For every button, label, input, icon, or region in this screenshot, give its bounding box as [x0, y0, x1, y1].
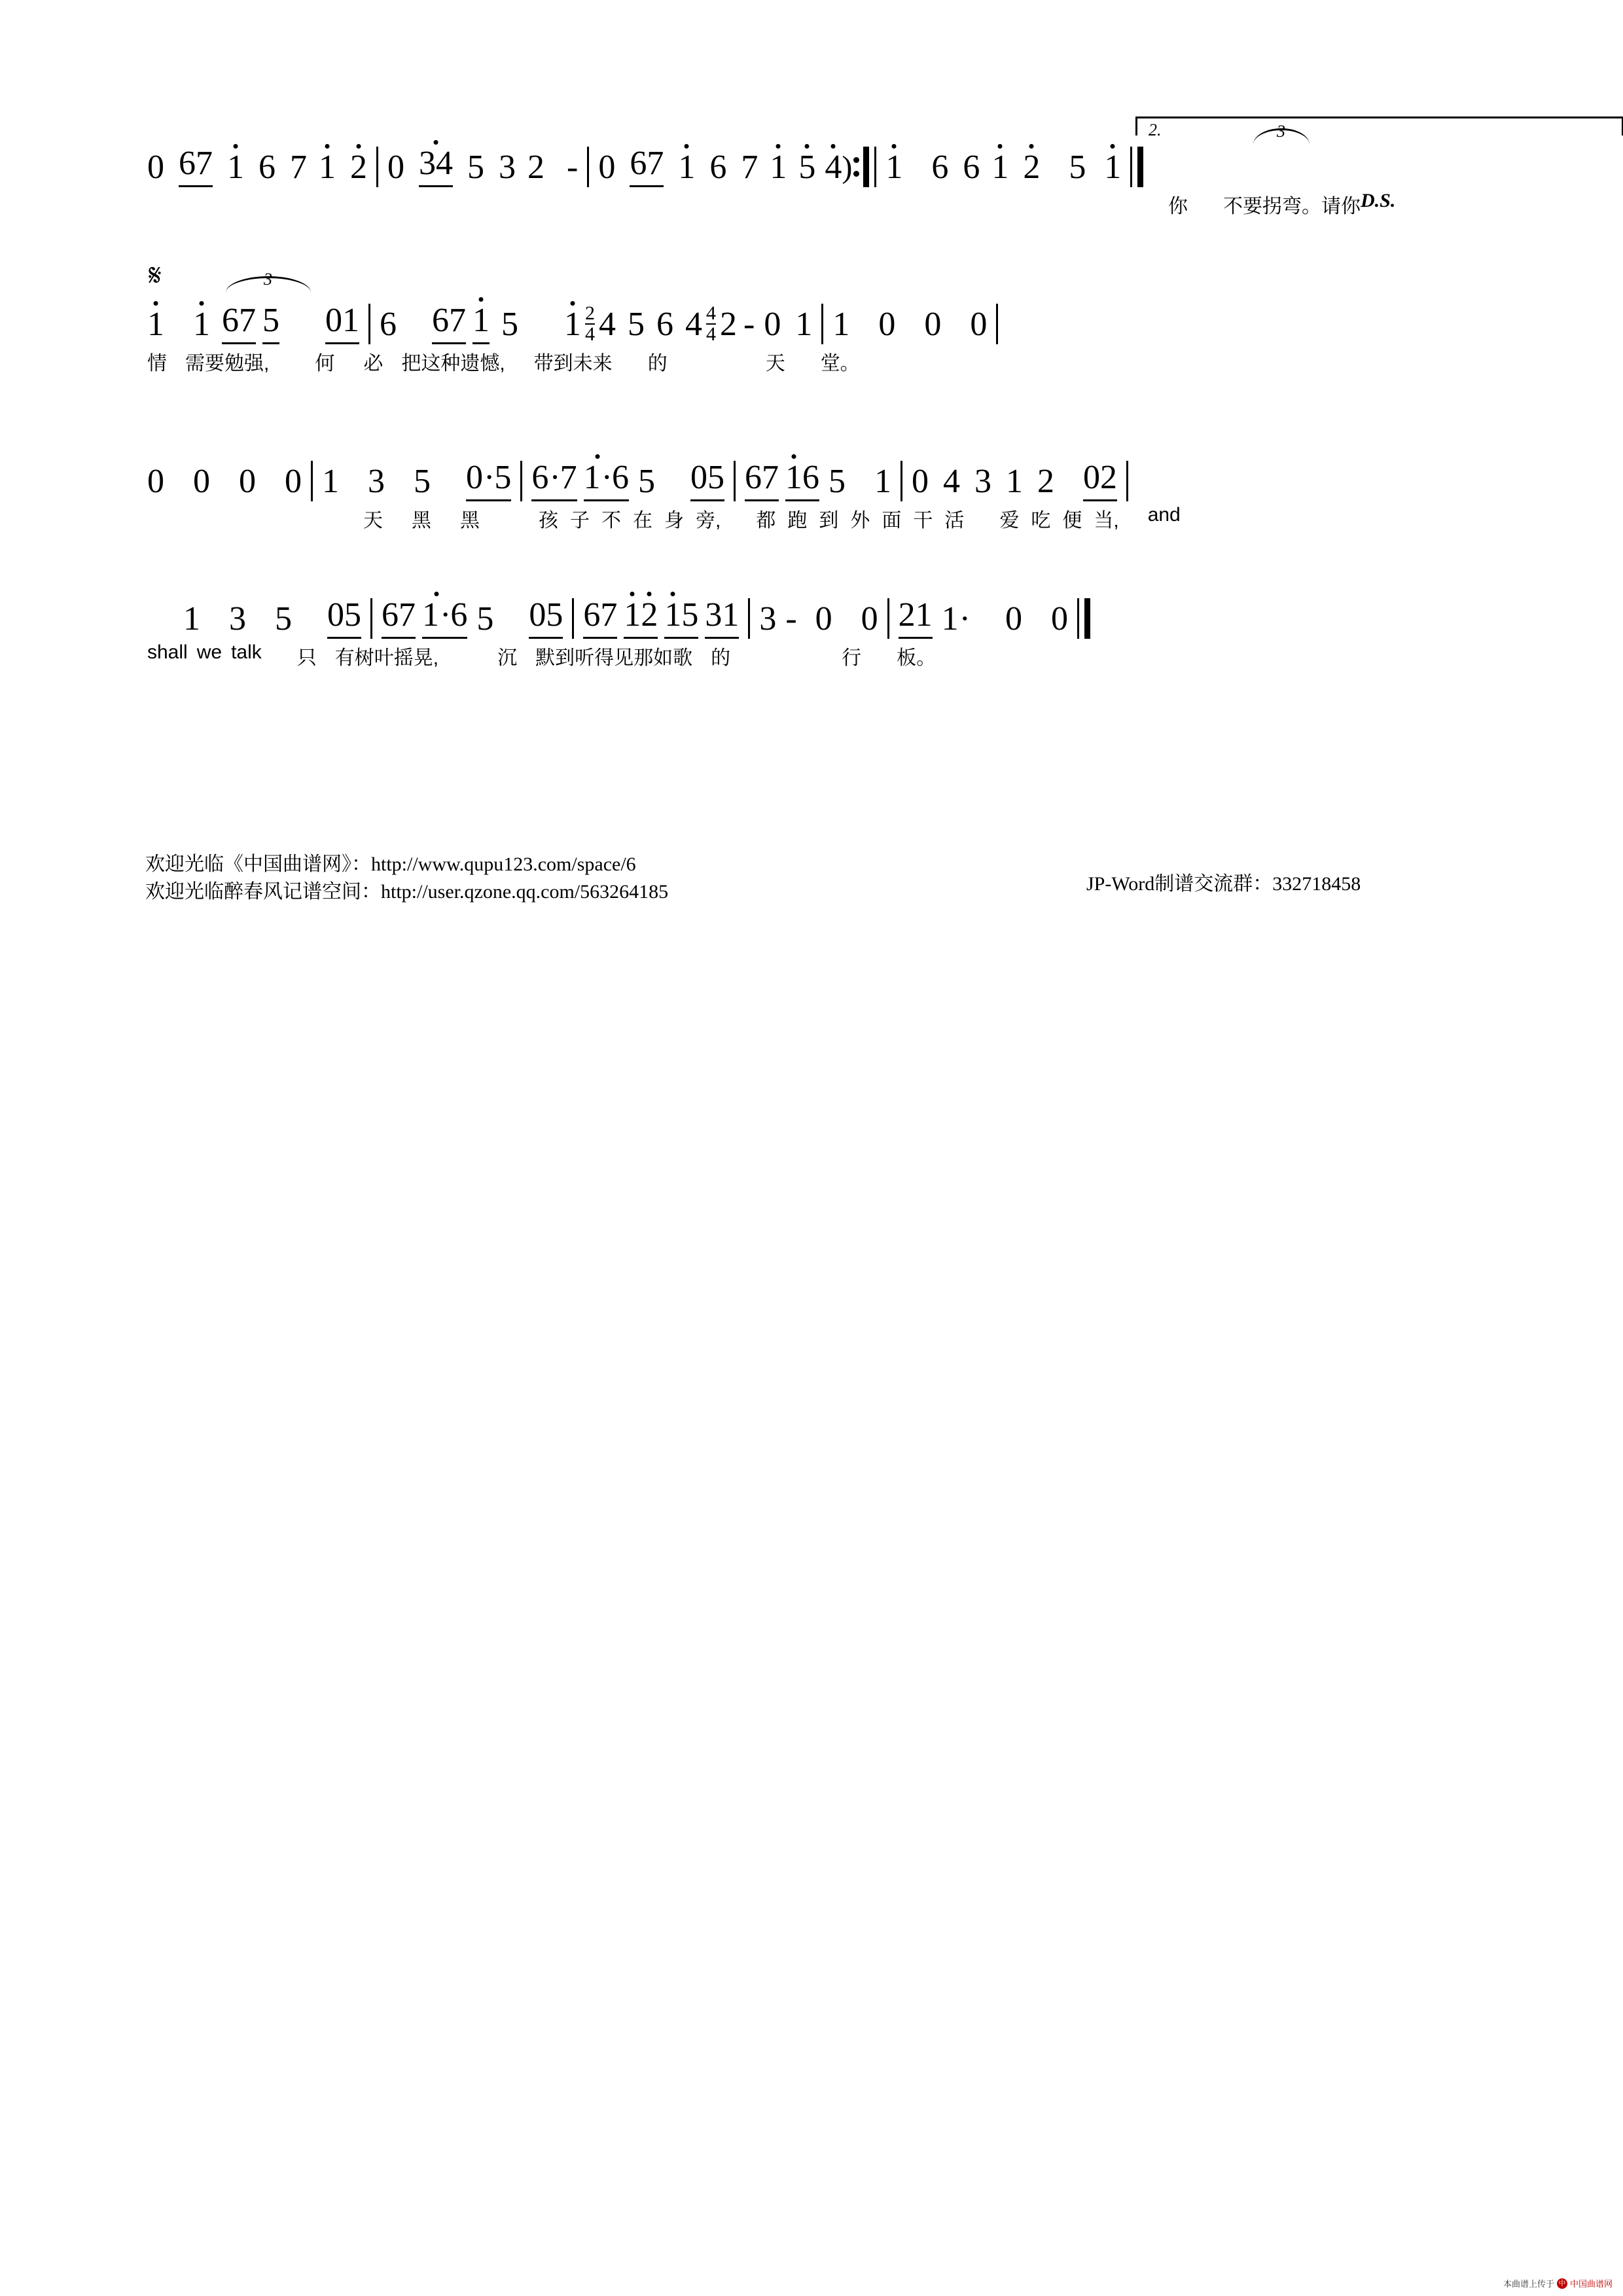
final-barline — [1077, 598, 1090, 639]
lyric-token: 外 — [850, 510, 870, 531]
music-system-3 — [147, 445, 1495, 534]
lyric-token: 沉 — [497, 647, 518, 669]
lyric-token: 板。 — [897, 647, 936, 669]
lyric-token: 必 — [363, 353, 383, 374]
lyric-token: 的 — [711, 647, 731, 669]
second-ending-bracket — [1135, 117, 1623, 135]
lyric-token: 活 — [944, 510, 965, 531]
lyric-token: 跑 — [787, 510, 808, 531]
lyric-token: 孩 — [539, 510, 558, 531]
footer-credits-left — [145, 851, 668, 906]
final-barline — [1130, 147, 1143, 187]
lyric-token: 在 — [633, 510, 652, 531]
lyric-token: 都 — [756, 510, 776, 531]
music-system-2 — [147, 259, 1495, 377]
lyric-token: 有树叶摇晃, — [334, 647, 439, 669]
lyric-token: 黑 — [460, 510, 480, 531]
lyric-token: 子 — [570, 510, 590, 531]
lyric-token: 需要勉强, — [185, 353, 270, 374]
system-4-notes: 1 3 5 0 5 6 7 1 · 6 5 0 5 6 7 1 2 1 5 3 1 3 - 0 0 2 1 1 · 0 0 — [147, 583, 1495, 639]
system-3-notes: 0 0 0 0 1 3 5 0 · 5 6 · 7 1 · 6 5 0 5 6 7 1 6 5 1 0 4 3 1 2 0 2 — [147, 445, 1495, 501]
lyric-token: 默到听得见那如歌 — [535, 647, 693, 669]
triplet-number: 3 — [264, 270, 272, 289]
lyric-token: 何 — [315, 353, 335, 374]
lyric-token: 天 — [363, 510, 383, 531]
lyric-token: 吃 — [1031, 510, 1051, 531]
lyric-token: 便 — [1062, 510, 1082, 531]
lyric-token: 的 — [647, 353, 668, 374]
lyric-token: 当, — [1094, 510, 1119, 531]
lyric-token: 带到未来 — [533, 353, 613, 374]
lyric-token: 黑 — [412, 510, 431, 531]
watermark-left-text: 本曲谱上传于 — [1503, 2279, 1554, 2289]
qupu-logo-icon: 中 — [1557, 2278, 1567, 2289]
lyric-token: 干 — [913, 510, 933, 531]
footer-credits-right: JP-Word制谱交流群：332718458 — [1086, 873, 1361, 895]
lyric-token: 到 — [819, 510, 839, 531]
footer-link-qzone[interactable]: 欢迎光临醉春风记谱空间：http://user.qzone.qq.com/563264185 — [145, 881, 669, 903]
ending-number-label: 2. — [1149, 120, 1162, 139]
lyric-token: 堂。 — [820, 353, 860, 374]
lyric-token: 情 — [147, 353, 167, 374]
watermark-site-name: 中国曲谱网 — [1569, 2279, 1613, 2289]
system-1-notes: 0 67 1 6 7 1 2 0 34 5 3 2 - 0 67 1 6 7 1 5 4 ) 1 6 6 1 2 5 1 — [147, 131, 1495, 187]
lyric-token: we — [196, 641, 223, 663]
lyric-token: 身 — [664, 510, 684, 531]
time-signature-4-4: 4 4 — [706, 302, 716, 345]
system-1-lyrics — [147, 190, 1495, 220]
system-2-lyrics — [147, 347, 1495, 377]
lyric-token: 爱 — [999, 510, 1020, 531]
time-signature-2-4: 2 4 — [585, 302, 595, 345]
lyric-token: 不 — [601, 510, 621, 531]
lyric-token: 行 — [842, 647, 862, 669]
ds-marking: D.S. — [1361, 190, 1396, 211]
lyric-token: 不要拐弯。请 — [1223, 196, 1341, 217]
music-system-1 — [147, 120, 1495, 220]
repeat-barline — [863, 147, 876, 187]
lyric-token: 只 — [296, 647, 317, 669]
watermark — [1503, 2277, 1613, 2289]
lyric-token: 把这种遗憾, — [401, 353, 505, 374]
lyric-token: 旁, — [696, 510, 721, 531]
system-2-notes: 1 1 6 7 5 0 1 6 6 7 1 5 1 2 4 4 5 6 4 4 4 2 - 0 1 1 0 0 0 — [147, 288, 1495, 344]
triplet-number: 3 — [1277, 122, 1285, 141]
lyric-token: shall — [147, 641, 188, 663]
lyric-token: and — [1147, 504, 1181, 526]
repeat-dots — [853, 147, 859, 187]
system-4-lyrics — [147, 641, 1495, 672]
lyric-token: 天 — [765, 353, 785, 374]
lyric-token: talk — [231, 641, 262, 663]
lyric-token: 面 — [882, 510, 902, 531]
lyric-token: 你 — [1341, 196, 1361, 217]
footer-link-qupu[interactable]: 欢迎光临《中国曲谱网》：http://www.qupu123.com/space/6 — [145, 853, 636, 875]
segno-icon: 𝄋 — [149, 259, 162, 292]
music-system-4 — [147, 583, 1495, 672]
lyric-token: 你 — [1168, 196, 1188, 217]
system-3-lyrics — [147, 504, 1495, 534]
